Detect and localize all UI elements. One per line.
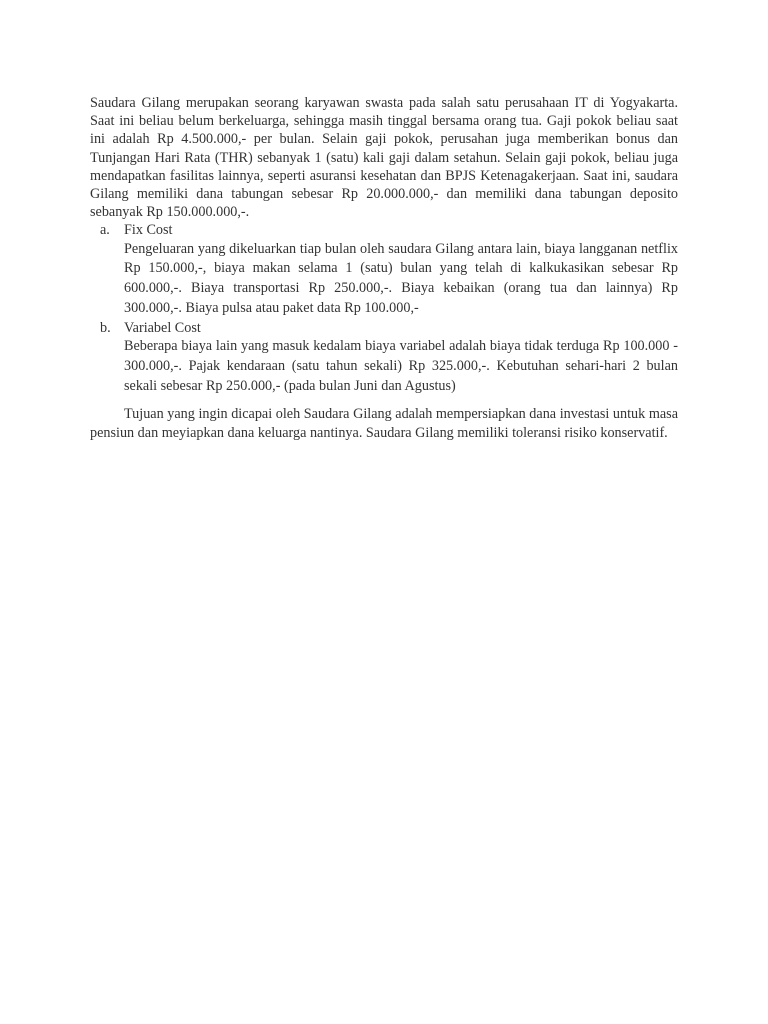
item-body-fix-cost: Pengeluaran yang dikeluarkan tiap bulan oleh saudara Gilang antara lain, biaya langganan netflix Rp 150.000,-, biaya makan selama 1 (satu) bulan yang telah di kalkukasikan sebesar Rp 600.000,-. Biaya transportasi Rp 250.000,-. Biaya kebaikan (orang tua dan lainnya) Rp 300.000,-. Biaya pulsa atau paket data Rp 100.000,- (124, 240, 678, 317)
item-body-variabel-cost: Beberapa biaya lain yang masuk kedalam biaya variabel adalah biaya tidak terduga Rp 100.000 - 300.000,-. Pajak kendaraan (satu tahun sekali) Rp 325.000,-. Kebutuhan sehari-hari 2 bulan sekali sebesar Rp 250.000,- (pada bulan Juni dan Agustus) (124, 338, 678, 394)
intro-paragraph: Saudara Gilang merupakan seorang karyawan swasta pada salah satu perusahaan IT di Yogyakarta. Saat ini beliau belum berkeluarga, sehingga masih tinggal bersama orang tua. Gaji pokok beliau saat ini adalah Rp 4.500.000,- per bulan. Selain gaji pokok, perusahan juga memberikan bonus dan Tunjangan Hari Rata (THR) sebanyak 1 (satu) kali gaji dalam setahun. Selain gaji pokok, beliau juga mendapatkan fasilitas lainnya, seperti asuransi kesehatan dan BPJS Ketenagakerjaan. Saat ini, saudara Gilang memiliki dana tabungan sebesar Rp 20.000.000,- dan memiliki dana tabungan deposito sebanyak Rp 150.000.000,-. (90, 95, 678, 221)
list-item-variabel-cost (90, 319, 678, 397)
list-marker: a. (100, 222, 110, 239)
list-item-fix-cost (90, 221, 678, 318)
item-title-variabel-cost: Variabel Cost (124, 319, 201, 336)
document-page (90, 94, 678, 442)
list-marker: b. (100, 319, 111, 336)
item-title-fix-cost: Fix Cost (124, 222, 173, 239)
closing-paragraph: Tujuan yang ingin dicapai oleh Saudara Gilang adalah mempersiapkan dana investasi untuk masa pensiun dan meyiapkan dana keluarga nantinya. Saudara Gilang memiliki toleransi risiko konservatif. (90, 406, 678, 441)
cost-list (90, 221, 678, 396)
